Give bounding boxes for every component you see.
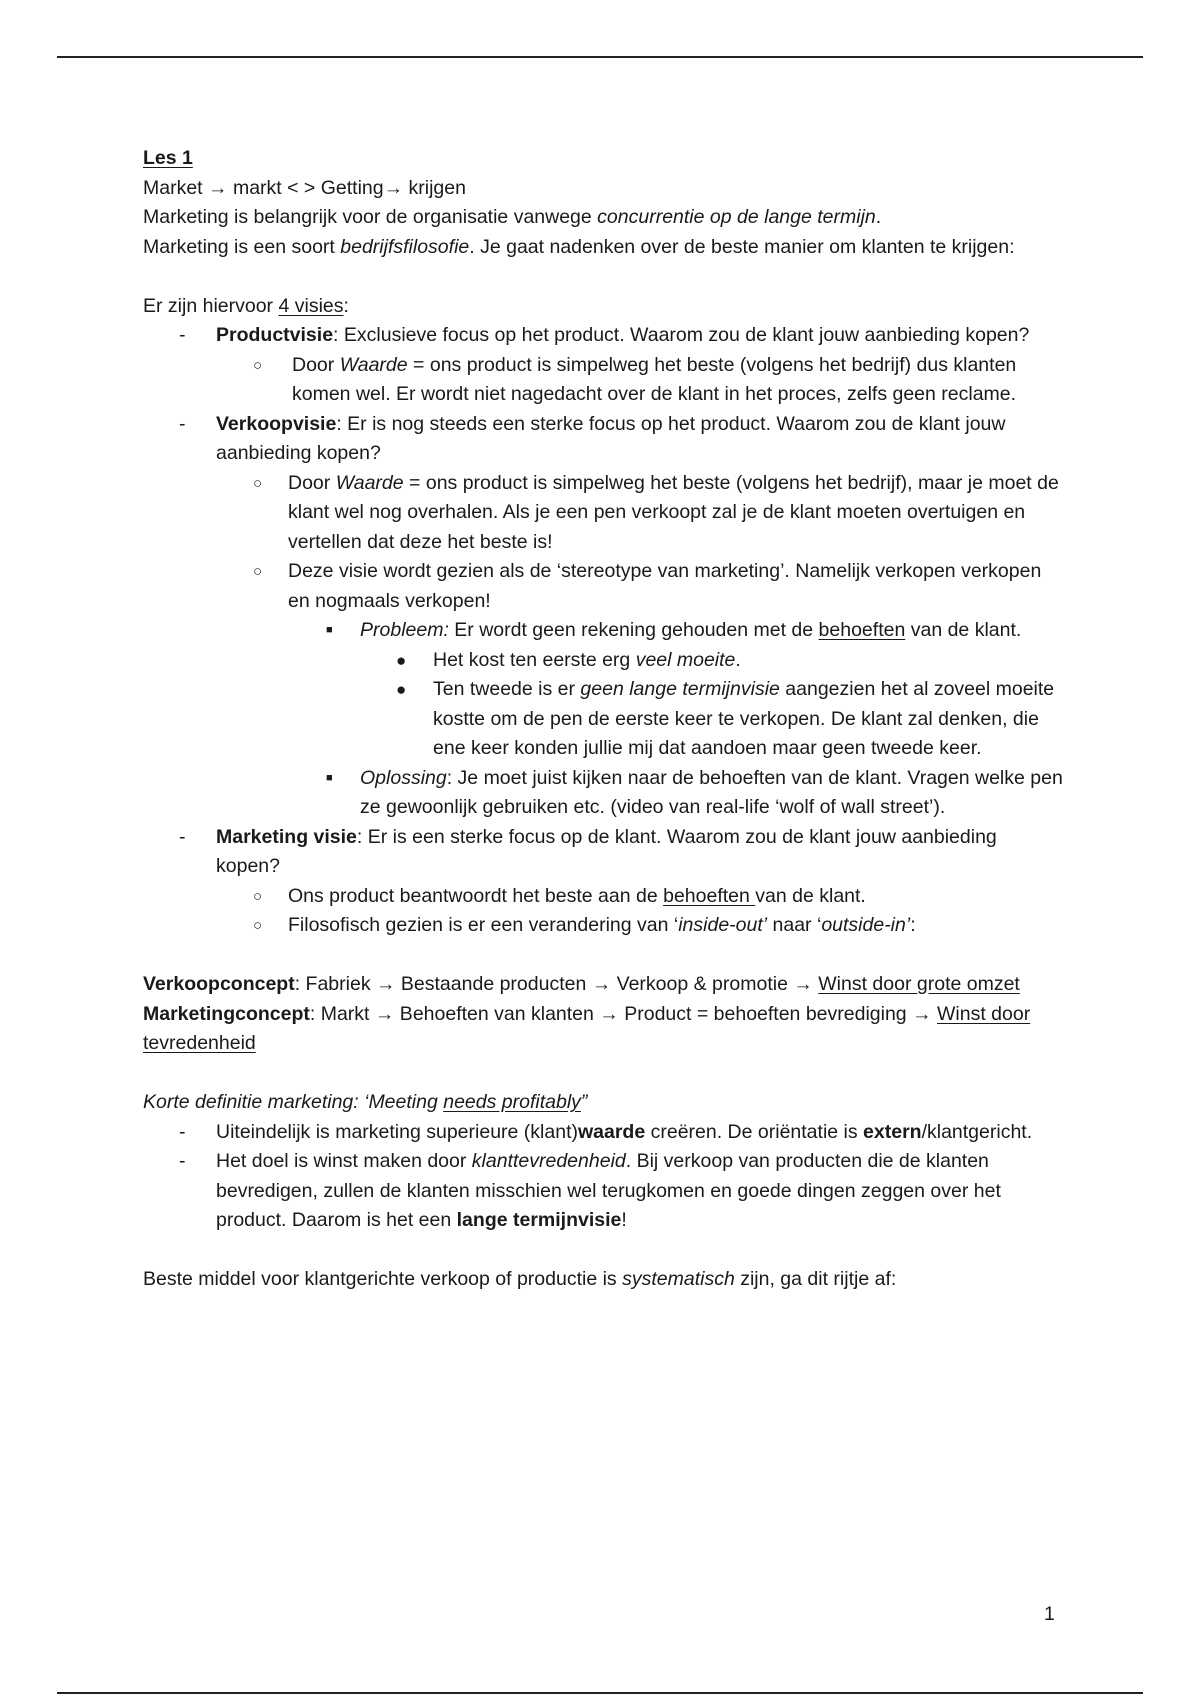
arrow-icon: → [374, 1002, 395, 1025]
arrow-icon: → [591, 973, 612, 995]
list-item-doel: - Het doel is winst maken door klanttevredenheid. Bij verkoop van producten die de klanten bevredigen, zullen de klanten misschien wel terugkomen en goede dingen zeggen over het product. Daarom is het een lange termijnvisie! [143, 1147, 1063, 1236]
list-item-moeite: ● Het kost ten eerste erg veel moeite. [143, 646, 1063, 676]
list-item-productvisie: - Productvisie: Exclusieve focus op het product. Waarom zou de klant jouw aanbieding kopen? [143, 321, 1063, 351]
closing-line: Beste middel voor klantgerichte verkoop of productie is systematisch zijn, ga dit rijtje af: [143, 1268, 897, 1290]
intro-paragraph-2: Marketing is een soort bedrijfsfilosofie. Je gaat nadenken over de beste manier om klanten te krijgen: [143, 235, 1015, 258]
circle-bullet-icon: ○ [253, 887, 263, 905]
dash-bullet-icon: - [179, 1120, 186, 1143]
circle-bullet-icon: ○ [253, 356, 263, 374]
arrow-icon: → [376, 973, 396, 995]
list-item-verkoop-stereotype: ○ Deze visie wordt gezien als de ‘stereotype van marketing’. Namelijk verkopen verkopen en nogmaals verkopen! [143, 557, 1063, 616]
list-item-verkoop-waarde: ○ Door Waarde = ons product is simpelweg het beste (volgens het bedrijf), maar je moet de klant wel nog overhalen. Als je een pen verkoopt zal je de klant moeten overtuigen en vertellen dat deze het beste is! [143, 469, 1063, 558]
arrow-icon: → [793, 973, 813, 995]
dash-bullet-icon: - [179, 1150, 186, 1172]
list-item-product-waarde: ○ Door Waarde = ons product is simpelweg het beste (volgens het bedrijf) dus klanten komen wel. Er wordt niet nagedacht over de klant in het proces, zelfs geen reclame. [143, 351, 1063, 410]
visies-lead: Er zijn hiervoor 4 visies: [143, 294, 349, 317]
definitie-heading: Korte definitie marketing: ‘Meeting needs profitably” [143, 1091, 588, 1113]
circle-bullet-icon: ○ [253, 563, 263, 580]
header-rule [57, 56, 1143, 58]
visies-list [143, 321, 1063, 351]
dash-bullet-icon: - [179, 825, 186, 848]
document-body [143, 144, 1063, 1295]
intro-market-line: Market → markt < > Getting→ krijgen [143, 176, 466, 199]
dot-bullet-icon: ● [396, 650, 407, 670]
dash-bullet-icon: - [179, 324, 186, 346]
arrow-icon: → [383, 176, 404, 199]
dot-bullet-icon: ● [396, 680, 407, 699]
circle-bullet-icon: ○ [253, 917, 263, 934]
list-item-marketing-filosofisch: ○ Filosofisch gezien is er een verandering van ‘inside-out’ naar ‘outside-in’: [143, 911, 1063, 941]
circle-bullet-icon: ○ [253, 474, 263, 492]
intro-paragraph-1: Marketing is belangrijk voor de organisatie vanwege concurrentie op de lange termijn. [143, 206, 882, 228]
list-item-termijnvisie: ● Ten tweede is er geen lange termijnvisie aangezien het al zoveel moeite kostte om de pen de eerste keer te verkopen. De klant zal denken, die ene keer konden jullie mij dat aandoen maar geen tweede keer. [143, 675, 1063, 764]
list-item-waarde: - Uiteindelijk is marketing superieure (klant)waarde creëren. De oriëntatie is extern/klantgericht. [143, 1118, 1063, 1148]
list-item-probleem: ■ Probleem: Er wordt geen rekening gehouden met de behoeften van de klant. [143, 616, 1063, 646]
arrow-icon: → [912, 1002, 932, 1025]
arrow-icon: → [208, 176, 228, 199]
list-item-marketing-behoeften: ○ Ons product beantwoordt het beste aan de behoeften van de klant. [143, 882, 1063, 912]
square-bullet-icon: ■ [326, 624, 333, 636]
list-item-marketingvisie: - Marketing visie: Er is een sterke focus op de klant. Waarom zou de klant jouw aanbieding kopen? [143, 823, 1063, 882]
square-bullet-icon: ■ [326, 771, 333, 784]
marketingconcept-line: Marketingconcept: Markt → Behoeften van klanten → Product = behoeften bevrediging → Winst door tevredenheid [143, 1002, 1031, 1054]
footer-rule [57, 1692, 1143, 1694]
verkoopconcept-line: Verkoopconcept: Fabriek → Bestaande producten → Verkoop & promotie → Winst door grote omzet [143, 973, 1020, 995]
list-item-oplossing: ■ Oplossing: Je moet juist kijken naar de behoeften van de klant. Vragen welke pen ze gewoonlijk gebruiken etc. (video van real-life ‘wolf of wall street’). [143, 764, 1063, 823]
page-title: Les 1 [143, 147, 193, 169]
list-item-verkoopvisie: - Verkoopvisie: Er is nog steeds een sterke focus op het product. Waarom zou de klant jouw aanbieding kopen? [143, 410, 1063, 469]
page-number: 1 [1044, 1603, 1055, 1625]
arrow-icon: → [599, 1002, 619, 1025]
dash-bullet-icon: - [179, 412, 186, 435]
